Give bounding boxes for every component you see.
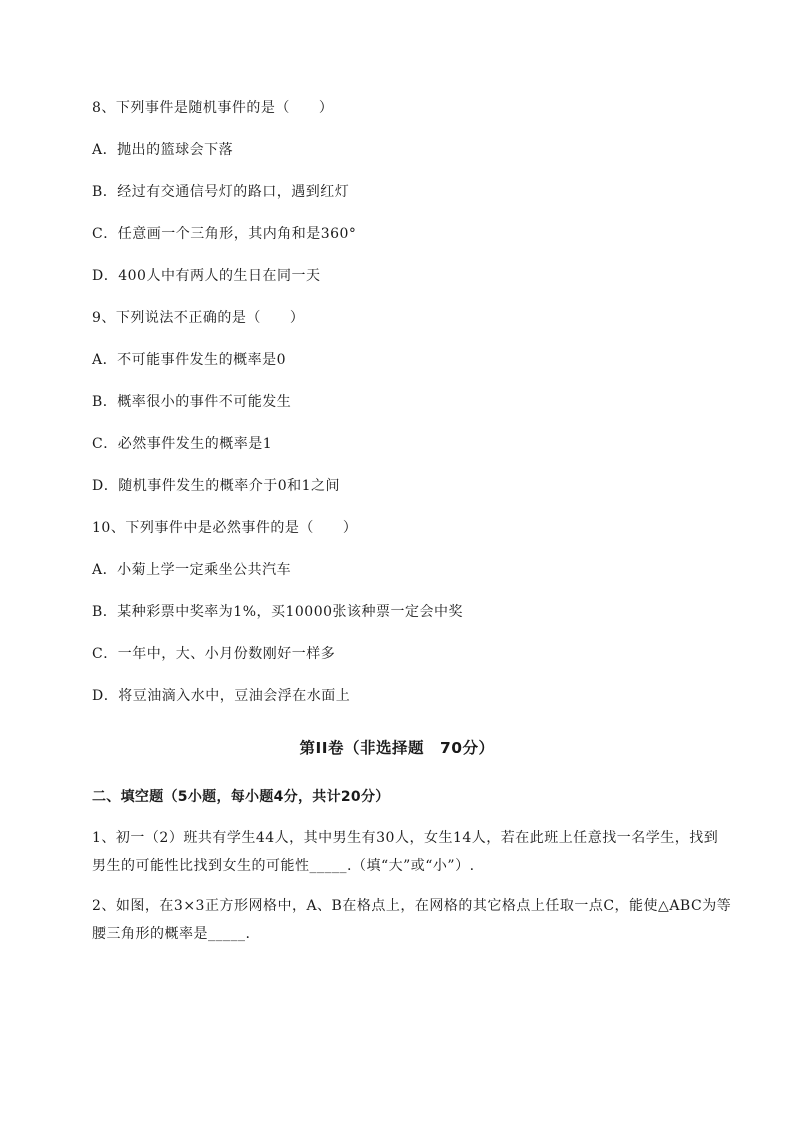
fill-question-2-line2: 腰三角形的概率是_____. bbox=[92, 926, 251, 942]
question-9-stem: 9、下列说法不正确的是（ ） bbox=[92, 310, 305, 326]
fill-question-1-line2: 男生的可能性比找到女生的可能性_____.（填“大”或“小”）. bbox=[92, 858, 475, 874]
fill-question-1-line1: 1、初一（2）班共有学生44人，其中男生有30人，女生14人，若在此班上任意找一名学生，找到 bbox=[92, 830, 719, 846]
part-heading: 第II卷（非选择题 70分） bbox=[299, 739, 495, 757]
question-8-option-b: B．经过有交通信号灯的路口，遇到红灯 bbox=[92, 184, 350, 200]
question-9-option-a: A．不可能事件发生的概率是0 bbox=[92, 352, 287, 368]
fill-question-2-line1: 2、如图，在3×3正方形网格中，A、B在格点上，在网格的其它格点上任取一点C，能使△ABC为等 bbox=[92, 898, 732, 914]
question-8-option-a: A．抛出的篮球会下落 bbox=[92, 142, 234, 158]
question-8-option-d: D．400人中有两人的生日在同一天 bbox=[92, 268, 321, 284]
question-9-option-b: B．概率很小的事件不可能发生 bbox=[92, 394, 292, 410]
question-9-option-d: D．随机事件发生的概率介于0和1之间 bbox=[92, 478, 341, 494]
question-10-option-c: C．一年中，大、小月份数刚好一样多 bbox=[92, 646, 336, 662]
question-10-option-b: B．某种彩票中奖率为1%，买10000张该种票一定会中奖 bbox=[92, 604, 464, 620]
question-10-option-d: D．将豆油滴入水中，豆油会浮在水面上 bbox=[92, 688, 351, 704]
question-8-stem: 8、下列事件是随机事件的是（ ） bbox=[92, 100, 334, 116]
question-9-option-c: C．必然事件发生的概率是1 bbox=[92, 436, 273, 452]
section-heading: 二、填空题（5小题，每小题4分，共计20分） bbox=[92, 789, 390, 805]
question-8-option-c: C．任意画一个三角形，其内角和是360° bbox=[92, 226, 357, 242]
question-10-option-a: A．小菊上学一定乘坐公共汽车 bbox=[92, 562, 292, 578]
question-10-stem: 10、下列事件中是必然事件的是（ ） bbox=[92, 520, 358, 536]
